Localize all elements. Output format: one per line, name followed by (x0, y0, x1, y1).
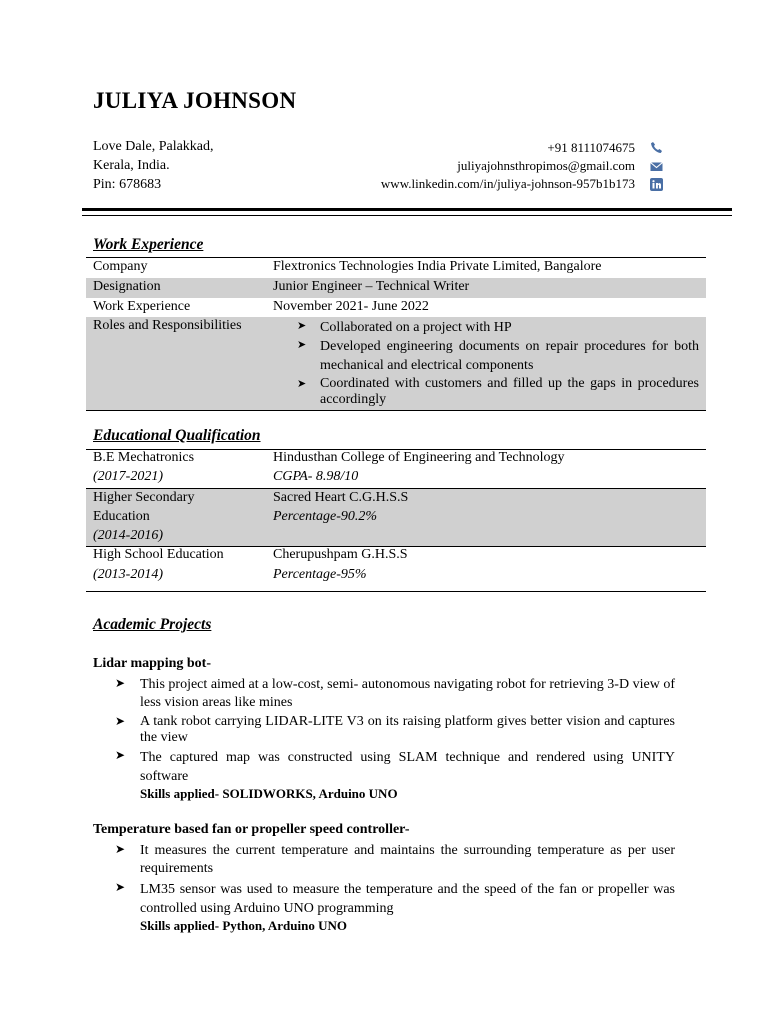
edu-institute: Cherupushpam G.H.S.S (273, 547, 408, 562)
project-point-text: The captured map was constructed using SLAM technique and rendered using UNITY software (140, 750, 675, 784)
responsibility-text: Developed engineering documents on repair procedures for both mechanical and electrical components (320, 339, 699, 373)
candidate-name: JULIYA JOHNSON (93, 88, 297, 113)
arrow-bullet-icon: ➤ (115, 842, 126, 856)
work-label-company: Company (93, 259, 148, 274)
responsibility-item (273, 318, 699, 338)
work-experience-heading: Work Experience (93, 236, 204, 253)
edu-institute: Hindusthan College of Engineering and Technology (273, 450, 565, 465)
arrow-bullet-icon: ➤ (297, 378, 307, 390)
project-point (115, 842, 675, 880)
table-bottom-border (86, 410, 706, 411)
responsibility-item (273, 337, 699, 377)
work-value-period: November 2021- June 2022 (273, 299, 429, 314)
table-bottom-border (86, 591, 706, 592)
project-point (115, 748, 675, 786)
arrow-bullet-icon: ➤ (115, 748, 126, 762)
work-label-period: Work Experience (93, 299, 191, 314)
project-point-text: A tank robot carrying LIDAR-LITE V3 on its raising platform gives better vision and captures the view (140, 714, 675, 745)
project-point-text: This project aimed at a low-cost, semi- autonomous navigating robot for retrieving 3-D view of less vision areas like mines (140, 677, 675, 710)
email-address: juliyajohnsthropimos@gmail.com (457, 158, 635, 173)
table-top-border (86, 257, 706, 258)
arrow-bullet-icon: ➤ (115, 714, 126, 728)
arrow-bullet-icon: ➤ (297, 339, 307, 351)
work-value-company: Flextronics Technologies India Private Limited, Bangalore (273, 259, 602, 274)
edu-institute: Sacred Heart C.G.H.S.S (273, 490, 409, 505)
phone-icon (650, 141, 663, 154)
arrow-bullet-icon: ➤ (115, 880, 126, 894)
edu-degree: High School Education (93, 547, 224, 562)
address-line-3: Pin: 678683 (93, 177, 162, 192)
responsibility-item (273, 376, 699, 410)
responsibility-text: Coordinated with customers and filled up the gaps in procedures accordingly (320, 376, 699, 407)
header-divider-thin (82, 215, 732, 216)
project-skills: Skills applied- SOLIDWORKS, Arduino UNO (140, 786, 398, 801)
row-border (86, 488, 706, 489)
edu-years: (2013-2014) (93, 567, 163, 582)
email-icon (650, 160, 663, 173)
edu-years: (2014-2016) (93, 528, 163, 543)
edu-degree: B.E Mechatronics (93, 450, 195, 465)
edu-score: Percentage-90.2% (273, 509, 378, 524)
work-value-designation: Junior Engineer – Technical Writer (273, 279, 470, 294)
project-point (115, 714, 675, 750)
work-label-designation: Designation (93, 279, 161, 294)
address-line-2: Kerala, India. (93, 158, 170, 173)
arrow-bullet-icon: ➤ (297, 320, 307, 332)
project-point-text: It measures the current temperature and maintains the surrounding temperature as per user requirements (140, 843, 675, 876)
edu-degree: Higher Secondary (93, 490, 195, 505)
edu-score: CGPA- 8.98/10 (273, 469, 359, 484)
project-point (115, 880, 675, 918)
project-title: Temperature based fan or propeller speed controller- (93, 822, 410, 837)
project-point (115, 676, 675, 714)
edu-years: (2017-2021) (93, 469, 163, 484)
projects-heading: Academic Projects (93, 616, 212, 633)
linkedin-url: www.linkedin.com/in/juliya-johnson-957b1b173 (380, 176, 635, 191)
project-title: Lidar mapping bot- (93, 656, 211, 671)
header-divider-thick (82, 208, 732, 211)
work-label-roles: Roles and Responsibilities (93, 318, 242, 333)
edu-degree-cont: Education (93, 509, 150, 524)
address-line-1: Love Dale, Palakkad, (93, 139, 214, 154)
project-skills: Skills applied- Python, Arduino UNO (140, 918, 347, 933)
arrow-bullet-icon: ➤ (115, 676, 126, 690)
edu-score: Percentage-95% (273, 567, 367, 582)
linkedin-icon (650, 178, 663, 191)
phone-number: +91 8111074675 (547, 140, 635, 155)
project-point-text: LM35 sensor was used to measure the temperature and the speed of the fan or propeller was controlled using Arduino UNO programming (140, 882, 675, 916)
education-heading: Educational Qualification (93, 427, 261, 444)
responsibility-text: Collaborated on a project with HP (320, 320, 512, 335)
